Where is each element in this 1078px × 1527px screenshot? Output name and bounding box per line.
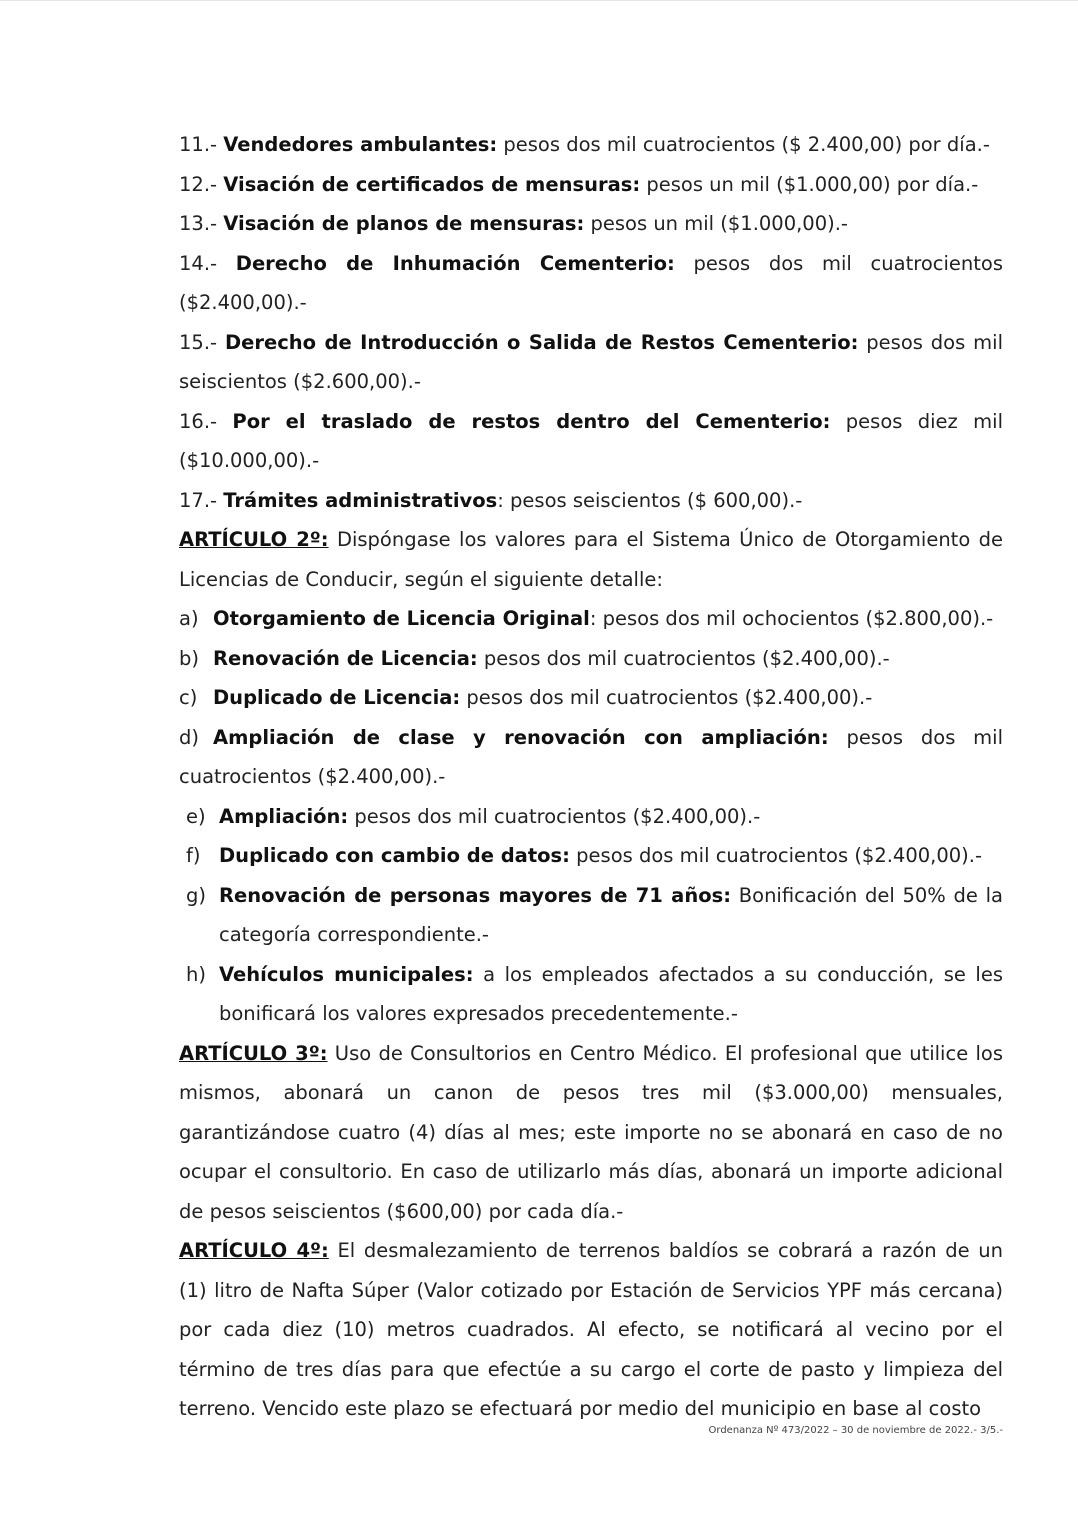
article-2-label: ARTÍCULO 2º: <box>179 528 329 551</box>
subitem-text: Bonificación del 50% de la categoría correspondiente.- <box>219 883 1003 946</box>
item-number: 15.- <box>179 330 218 354</box>
subitem-title: Otorgamiento de Licencia Original <box>213 607 590 630</box>
document-body <box>179 125 1003 1429</box>
item-title: Visación de certificados de mensuras: <box>223 172 641 196</box>
subitem-title: Renovación de personas mayores de 71 años: <box>219 883 732 907</box>
subitem-title: Duplicado con cambio de datos: <box>219 844 570 867</box>
subitem-text: pesos dos mil cuatrocientos ($2.400,00).- <box>466 686 873 709</box>
item-title: Visación de planos de mensuras: <box>223 212 585 235</box>
subitem-title: Duplicado de Licencia: <box>213 686 461 709</box>
subitem-title: Ampliación de clase y renovación con ampliación: <box>213 725 829 749</box>
subitem-text: a los empleados afectados a su conducción, se les bonificará los valores expresados precedentemente.- <box>219 962 1003 1025</box>
item-number: 16.- <box>179 409 218 433</box>
subitem-f <box>179 836 1003 876</box>
item-title: Derecho de Introducción o Salida de Restos Cementerio: <box>224 330 859 354</box>
subitem-letter: g) <box>186 883 206 907</box>
subitem-letter: f) <box>186 844 201 867</box>
item-number: 11.- <box>179 133 218 156</box>
subitem-title: Vehículos municipales: <box>219 962 474 986</box>
subitem-text: pesos dos mil cuatrocientos ($2.400,00).- <box>354 804 761 828</box>
subitem-letter: c) <box>179 686 198 709</box>
subitem-d <box>179 718 1003 797</box>
subitem-text: pesos dos mil cuatrocientos ($2.400,00).- <box>576 844 983 867</box>
list-item <box>179 125 1003 165</box>
list-item <box>179 481 1003 521</box>
article-4 <box>179 1231 1003 1429</box>
subitem-h <box>179 955 1003 1034</box>
list-item <box>179 244 1003 323</box>
subitem-title: Renovación de Licencia: <box>213 646 478 670</box>
page-footer: Ordenanza Nº 473/2022 – 30 de noviembre de 2022.- 3/5.- <box>708 1425 1003 1436</box>
item-number: 13.- <box>179 212 218 235</box>
item-number: 12.- <box>179 172 218 196</box>
subitem-e <box>179 797 1003 837</box>
subitem-letter: h) <box>186 962 206 986</box>
item-text: pesos un mil ($1.000,00) por día.- <box>646 172 979 196</box>
item-title: Vendedores ambulantes: <box>223 133 498 156</box>
subitem-letter: a) <box>179 607 199 630</box>
subitem-text: pesos dos mil cuatrocientos ($2.400,00).- <box>483 646 890 670</box>
subitem-c <box>179 678 1003 718</box>
subitem-text: pesos dos mil cuatrocientos ($2.400,00).- <box>179 725 1004 788</box>
subitem-letter: b) <box>179 646 199 670</box>
article-2-text: Dispóngase los valores para el Sistema Único de Otorgamiento de Licencias de Conducir, según el siguiente detalle: <box>179 528 1003 591</box>
subitem-letter: d) <box>179 725 199 749</box>
item-number: 17.- <box>179 488 218 512</box>
subitem-b <box>179 639 1003 679</box>
item-title: Derecho de Inhumación Cementerio: <box>235 251 675 275</box>
subitem-a <box>179 599 1003 639</box>
list-item <box>179 165 1003 205</box>
article-2 <box>179 520 1003 599</box>
subitem-g <box>179 876 1003 955</box>
list-item <box>179 204 1003 244</box>
list-item <box>179 402 1003 481</box>
item-text: pesos dos mil seiscientos ($2.600,00).- <box>179 330 1003 393</box>
subitem-title: Ampliación: <box>219 804 349 828</box>
article-3-text: Uso de Consultorios en Centro Médico. El profesional que utilice los mismos, abonará un canon de pesos tres mil ($3.000,00) mensuales, garantizándose cuatro (4) días al mes; este importe no se abonará en caso de no ocupar el consultorio. En caso de utilizarlo más días, abonará un importe adicional de pesos seiscientos ($600,00) por cada día.- <box>179 1041 1003 1223</box>
article-3-label: ARTÍCULO 3º: <box>179 1041 328 1065</box>
article-4-label: ARTÍCULO 4º: <box>179 1239 329 1262</box>
list-item <box>179 323 1003 402</box>
item-text: pesos dos mil cuatrocientos ($2.400,00).- <box>179 251 1003 314</box>
subitem-text: : pesos dos mil ochocientos ($2.800,00).- <box>589 607 994 630</box>
item-title: Trámites administrativos <box>223 488 498 512</box>
item-title: Por el traslado de restos dentro del Cementerio: <box>232 409 831 433</box>
subitem-letter: e) <box>186 804 206 828</box>
article-3 <box>179 1034 1003 1232</box>
article-4-text: El desmalezamiento de terrenos baldíos se cobrará a razón de un (1) litro de Nafta Súper (Valor cotizado por Estación de Servicios YPF más cercana) por cada diez (10) metros cuadrados. Al efecto, se notificará al vecino por el término de tres días para que efectúe a su cargo el corte de pasto y limpieza del terreno. Vencido este plazo se efectuará por medio del municipio en base al costo <box>179 1239 1003 1420</box>
item-number: 14.- <box>179 251 218 275</box>
item-text: pesos dos mil cuatrocientos ($ 2.400,00) por día.- <box>503 133 990 156</box>
item-text: pesos un mil ($1.000,00).- <box>590 212 848 235</box>
item-text: pesos diez mil ($10.000,00).- <box>179 409 1003 472</box>
item-text: : pesos seiscientos ($ 600,00).- <box>497 488 803 512</box>
